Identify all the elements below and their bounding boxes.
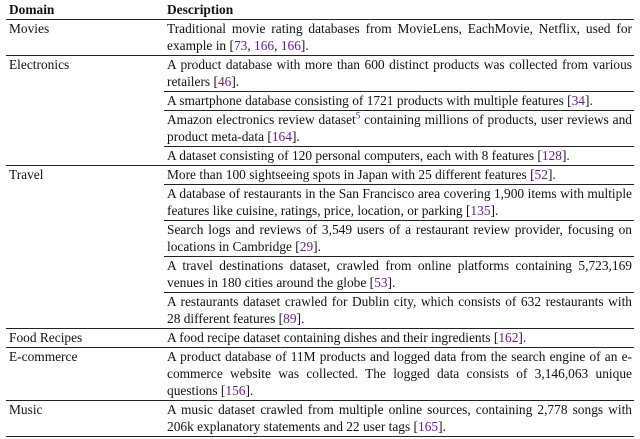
citation-link[interactable]: 156 <box>225 383 246 398</box>
table-row <box>6 20 634 56</box>
description-cell: A product database with more than 600 distinct products was collected from various retailers [46]. <box>164 56 634 92</box>
description-cell: A smartphone database consisting of 1721 products with multiple features [34]. <box>164 92 634 111</box>
citation-link[interactable]: 73 <box>233 38 248 53</box>
description-cell: A dataset consisting of 120 personal computers, each with 8 features [128]. <box>164 147 634 166</box>
citation-link[interactable]: 164 <box>271 129 292 144</box>
table-row <box>6 348 634 401</box>
citation-link[interactable]: 52 <box>534 167 548 182</box>
description-cell: A music dataset crawled from multiple online sources, containing 2,778 songs with 206k explanatory statements and 22 user tags [165]. <box>164 401 634 437</box>
description-cell: Search logs and reviews of 3,549 users of a restaurant review provider, focusing on locations in Cambridge [29]. <box>164 221 634 257</box>
description-column-header: Description <box>164 0 634 20</box>
table-row <box>6 166 634 185</box>
datasets-table <box>6 0 634 437</box>
table-body <box>6 20 634 437</box>
citation-link[interactable]: 89 <box>283 311 297 326</box>
description-cell: A product database of 11M products and logged data from the search engine of an e-commerce website was collected. The logged data consists of 3,146,063 unique questions [156]. <box>164 348 634 401</box>
domain-cell: Food Recipes <box>6 329 164 348</box>
citation-link[interactable]: 128 <box>541 148 562 163</box>
citation-link[interactable]: 135 <box>470 203 491 218</box>
citation-link[interactable]: 166 <box>280 38 301 53</box>
domain-column-header: Domain <box>6 0 164 20</box>
citation-link[interactable]: 34 <box>571 93 585 108</box>
description-cell: A restaurants dataset crawled for Dublin city, which consists of 632 restaurants with 28 different features [89]. <box>164 293 634 329</box>
table-row <box>6 329 634 348</box>
citation-link[interactable]: 166 <box>254 38 275 53</box>
description-cell: Amazon electronics review dataset$^5$ containing millions of products, user reviews and product meta-data [164]. <box>164 111 634 147</box>
footnote-marker[interactable]: 5 <box>355 110 361 121</box>
citation-link[interactable]: 29 <box>299 239 314 254</box>
description-cell: A food recipe dataset containing dishes and their ingredients [162]. <box>164 329 634 348</box>
table-row <box>6 56 634 92</box>
domain-cell: Movies <box>6 20 164 56</box>
domain-cell: Travel <box>6 166 164 329</box>
domain-cell: Music <box>6 401 164 437</box>
table-row <box>6 401 634 437</box>
domain-cell: Electronics <box>6 56 164 166</box>
description-cell: A database of restaurants in the San Francisco area covering 1,900 items with multiple features like cuisine, ratings, price, location, or parking [135]. <box>164 185 634 221</box>
citation-link[interactable]: 162 <box>498 330 519 345</box>
description-cell: More than 100 sightseeing spots in Japan with 25 different features [52]. <box>164 166 634 185</box>
citation-link[interactable]: 165 <box>418 419 439 434</box>
citation-link[interactable]: 46 <box>217 74 232 89</box>
header-row <box>6 0 634 20</box>
description-cell: Traditional movie rating databases from MovieLens, EachMovie, Netflix, used for example in [73, 166, 166]. <box>164 20 634 56</box>
domain-cell: E-commerce <box>6 348 164 401</box>
description-cell: A travel destinations dataset, crawled from online platforms containing 5,723,169 venues in 180 cities around the globe [53]. <box>164 257 634 293</box>
citation-link[interactable]: 53 <box>374 275 388 290</box>
